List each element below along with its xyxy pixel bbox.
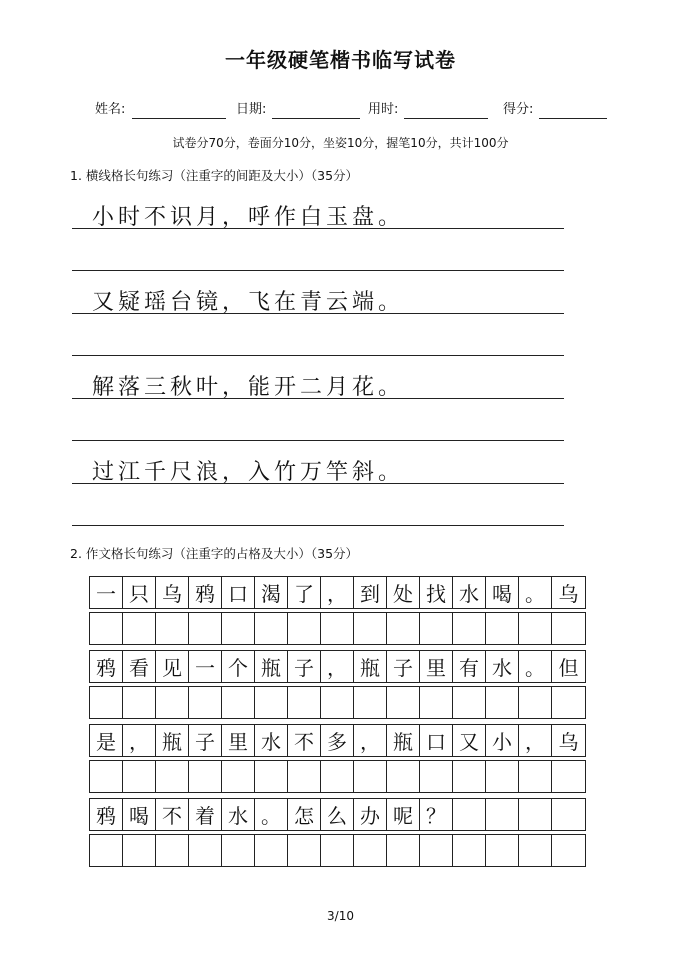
grid-cell[interactable]	[288, 613, 321, 644]
time-field[interactable]	[404, 118, 488, 119]
grid-row	[89, 834, 586, 867]
grid-cell[interactable]: 么	[321, 799, 354, 830]
grid-cell[interactable]: 办	[354, 799, 387, 830]
writing-line[interactable]	[72, 483, 564, 484]
grid-cell[interactable]	[255, 613, 288, 644]
grid-cell[interactable]	[453, 687, 486, 718]
grid-cell[interactable]: 一	[90, 577, 123, 608]
grid-cell[interactable]: 着	[189, 799, 222, 830]
grid-cell[interactable]	[123, 835, 156, 866]
grid-cell[interactable]: 。	[519, 651, 552, 682]
grid-cell[interactable]: 喝	[123, 799, 156, 830]
writing-line[interactable]	[72, 313, 564, 314]
grid-cell[interactable]	[189, 835, 222, 866]
grid-cell[interactable]: 。	[255, 799, 288, 830]
score-field[interactable]	[539, 118, 607, 119]
grid-cell[interactable]	[222, 613, 255, 644]
grid-cell[interactable]: 子	[288, 651, 321, 682]
grid-cell[interactable]: 瓶	[156, 725, 189, 756]
grid-row	[89, 686, 586, 719]
grid-cell[interactable]: 看	[123, 651, 156, 682]
grid-cell[interactable]: 小	[486, 725, 519, 756]
grid-cell[interactable]	[552, 835, 585, 866]
grid-cell[interactable]: 水	[453, 577, 486, 608]
section1-title: 1. 横线格长句练习（注重字的间距及大小）（35分）	[70, 168, 359, 183]
grid-cell[interactable]	[222, 687, 255, 718]
grid-cell[interactable]: 一	[189, 651, 222, 682]
grid-cell[interactable]	[156, 613, 189, 644]
model-sentence: 又疑瑶台镜，飞在青云端。	[92, 290, 405, 315]
grid-cell[interactable]: 鸦	[90, 651, 123, 682]
grid-cell[interactable]	[354, 687, 387, 718]
name-field[interactable]	[132, 118, 226, 119]
grid-cell[interactable]	[255, 835, 288, 866]
grid-cell[interactable]	[453, 799, 486, 830]
grid-cell[interactable]	[90, 761, 123, 792]
grid-cell[interactable]: 鸦	[189, 577, 222, 608]
grid-cell[interactable]: ，	[321, 651, 354, 682]
grid-cell[interactable]	[420, 761, 453, 792]
practice-line-block	[72, 200, 564, 280]
grid-cell[interactable]: 水	[486, 651, 519, 682]
grid-cell[interactable]	[453, 761, 486, 792]
date-label: 日期:	[236, 102, 267, 117]
grid-cell[interactable]: 只	[123, 577, 156, 608]
grid-cell[interactable]	[519, 761, 552, 792]
grid-cell[interactable]	[420, 687, 453, 718]
grid-cell[interactable]: ？	[420, 799, 453, 830]
grid-cell[interactable]: ，	[354, 725, 387, 756]
grid-cell[interactable]: 不	[156, 799, 189, 830]
grid-cell[interactable]	[552, 613, 585, 644]
score-breakdown: 试卷分70分，卷面分10分，坐姿10分，握笔10分，共计100分	[172, 136, 509, 150]
grid-cell[interactable]	[519, 613, 552, 644]
grid-row	[89, 760, 586, 793]
grid-cell[interactable]: 瓶	[255, 651, 288, 682]
grid-cell[interactable]: 瓶	[354, 651, 387, 682]
grid-cell[interactable]	[222, 835, 255, 866]
grid-cell[interactable]: 鸦	[90, 799, 123, 830]
grid-cell[interactable]: 瓶	[387, 725, 420, 756]
grid-cell[interactable]: ，	[123, 725, 156, 756]
grid-cell[interactable]: 口	[222, 577, 255, 608]
grid-cell[interactable]: 。	[519, 577, 552, 608]
practice-line-block	[72, 370, 564, 450]
grid-row	[89, 612, 586, 645]
grid-cell[interactable]	[486, 613, 519, 644]
grid-cell[interactable]	[156, 687, 189, 718]
grid-cell[interactable]	[354, 761, 387, 792]
model-sentence: 解落三秋叶，能开二月花。	[92, 375, 405, 400]
writing-line[interactable]	[72, 228, 564, 229]
grid-cell[interactable]	[453, 835, 486, 866]
grid-cell[interactable]	[123, 761, 156, 792]
grid-cell[interactable]: 多	[321, 725, 354, 756]
grid-cell[interactable]	[519, 835, 552, 866]
page-number: 3/10	[327, 909, 354, 923]
grid-cell[interactable]: 呢	[387, 799, 420, 830]
grid-cell[interactable]	[420, 613, 453, 644]
grid-cell[interactable]	[255, 687, 288, 718]
grid-cell[interactable]	[189, 687, 222, 718]
grid-cell[interactable]	[519, 687, 552, 718]
grid-cell[interactable]	[486, 761, 519, 792]
grid-cell[interactable]: 口	[420, 725, 453, 756]
grid-row	[89, 576, 586, 609]
grid-cell[interactable]	[552, 687, 585, 718]
student-info-row	[0, 98, 681, 122]
grid-cell[interactable]	[90, 687, 123, 718]
grid-cell[interactable]: 不	[288, 725, 321, 756]
grid-cell[interactable]	[156, 835, 189, 866]
grid-cell[interactable]: 找	[420, 577, 453, 608]
name-label: 姓名:	[95, 102, 126, 117]
grid-cell[interactable]: 水	[255, 725, 288, 756]
grid-cell[interactable]	[189, 613, 222, 644]
grid-cell[interactable]: 乌	[558, 582, 579, 606]
grid-cell[interactable]: 有	[453, 651, 486, 682]
grid-cell[interactable]	[486, 799, 519, 830]
grid-row	[89, 798, 586, 831]
grid-cell[interactable]	[321, 835, 354, 866]
grid-cell[interactable]: 见	[156, 651, 189, 682]
grid-cell[interactable]	[552, 761, 585, 792]
grid-cell[interactable]: 又	[453, 725, 486, 756]
grid-cell[interactable]	[387, 835, 420, 866]
grid-cell[interactable]: 子	[189, 725, 222, 756]
grid-cell[interactable]: 个	[222, 651, 255, 682]
grid-cell[interactable]	[387, 687, 420, 718]
grid-cell[interactable]: ，	[519, 725, 552, 756]
grid-cell[interactable]	[387, 613, 420, 644]
grid-cell[interactable]	[387, 761, 420, 792]
time-label: 用时:	[368, 102, 399, 117]
grid-cell[interactable]	[519, 799, 552, 830]
grid-cell[interactable]	[123, 687, 156, 718]
score-label: 得分:	[503, 102, 534, 117]
grid-cell[interactable]	[189, 761, 222, 792]
writing-line[interactable]	[72, 355, 564, 356]
grid-row	[89, 724, 586, 757]
date-field[interactable]	[272, 118, 360, 119]
grid-cell[interactable]	[453, 613, 486, 644]
writing-line[interactable]	[72, 398, 564, 399]
grid-cell[interactable]	[90, 835, 123, 866]
grid-cell[interactable]: 喝	[486, 577, 519, 608]
grid-cell[interactable]	[354, 613, 387, 644]
grid-cell[interactable]	[552, 799, 585, 830]
grid-cell[interactable]: 乌	[558, 730, 579, 754]
practice-line-block	[72, 455, 564, 535]
section2-title: 2. 作文格长句练习（注重字的占格及大小）（35分）	[70, 546, 359, 561]
model-sentence: 小时不识月，呼作白玉盘。	[92, 205, 405, 230]
grid-cell[interactable]: 乌	[156, 577, 189, 608]
grid-cell[interactable]	[354, 835, 387, 866]
page-title: 一年级硬笔楷书临写试卷	[225, 48, 456, 72]
grid-cell[interactable]	[288, 835, 321, 866]
grid-cell[interactable]: 子	[387, 651, 420, 682]
grid-cell[interactable]	[321, 687, 354, 718]
grid-cell[interactable]: 了	[288, 577, 321, 608]
practice-line-block	[72, 285, 564, 365]
grid-cell[interactable]: 里	[222, 725, 255, 756]
grid-cell[interactable]: 到	[354, 577, 387, 608]
grid-cell[interactable]: ，	[321, 577, 354, 608]
grid-cell[interactable]: 处	[387, 577, 420, 608]
grid-cell[interactable]: 里	[420, 651, 453, 682]
grid-cell[interactable]	[156, 761, 189, 792]
writing-line[interactable]	[72, 270, 564, 271]
grid-cell[interactable]	[288, 687, 321, 718]
grid-cell[interactable]	[288, 761, 321, 792]
grid-cell[interactable]	[123, 613, 156, 644]
grid-cell[interactable]: 渴	[255, 577, 288, 608]
writing-line[interactable]	[72, 440, 564, 441]
grid-cell[interactable]	[486, 835, 519, 866]
grid-cell[interactable]	[321, 761, 354, 792]
model-sentence: 过江千尺浪，入竹万竿斜。	[92, 460, 405, 485]
grid-cell[interactable]	[255, 761, 288, 792]
grid-cell[interactable]: 是	[90, 725, 123, 756]
grid-cell[interactable]	[420, 835, 453, 866]
grid-cell[interactable]: 水	[222, 799, 255, 830]
grid-row	[89, 650, 586, 683]
grid-cell[interactable]: 但	[558, 656, 579, 680]
grid-cell[interactable]	[90, 613, 123, 644]
grid-cell[interactable]	[321, 613, 354, 644]
writing-line[interactable]	[72, 525, 564, 526]
grid-cell[interactable]	[222, 761, 255, 792]
grid-cell[interactable]	[486, 687, 519, 718]
grid-cell[interactable]: 怎	[288, 799, 321, 830]
